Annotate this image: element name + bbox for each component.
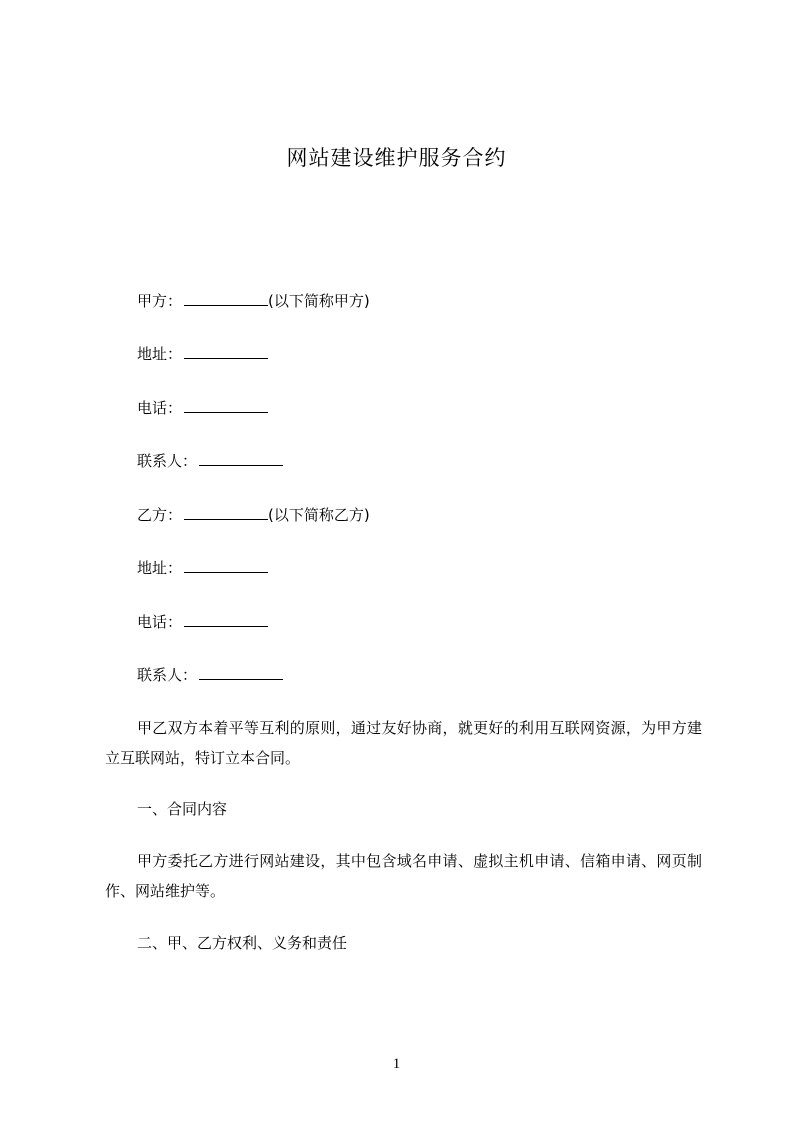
party-a-name-label: 甲方： <box>137 292 183 310</box>
party-a-phone-line <box>137 398 268 418</box>
party-b-contact-blank <box>199 665 283 680</box>
party-a-contact-label: 联系人： <box>137 452 198 470</box>
party-a-phone-blank <box>184 398 268 413</box>
party-b-name-line <box>137 505 370 525</box>
party-b-contact-line <box>137 665 283 685</box>
party-a-address-label: 地址： <box>137 345 183 363</box>
party-a-address-blank <box>184 344 268 359</box>
party-a-contact-blank <box>199 451 283 466</box>
section-1-paragraph: 甲方委托乙方进行网站建设，其中包含域名申请、虚拟主机申请、信箱申请、网页制作、网站维护等。 <box>105 852 702 900</box>
party-a-name-blank <box>184 291 268 306</box>
section-1-heading: 一、合同内容 <box>137 800 228 818</box>
page-number: 1 <box>392 1056 401 1072</box>
party-b-phone-label: 电话： <box>137 613 183 631</box>
party-b-name-label: 乙方： <box>137 506 183 524</box>
party-a-address-line <box>137 344 268 364</box>
party-b-address-line <box>137 558 268 578</box>
party-b-phone-line <box>137 612 268 632</box>
party-a-phone-label: 电话： <box>137 399 183 417</box>
intro-paragraph: 甲乙双方本着平等互利的原则，通过友好协商，就更好的利用互联网资源，为甲方建立互联网站，特订立本合同。 <box>105 719 702 767</box>
party-a-name-suffix: (以下简称甲方) <box>268 292 370 310</box>
party-b-name-suffix: (以下简称乙方) <box>268 506 370 524</box>
party-b-address-blank <box>184 558 268 573</box>
document-title: 网站建设维护服务合约 <box>286 146 507 170</box>
party-b-contact-label: 联系人： <box>137 666 198 684</box>
party-b-name-blank <box>184 505 268 520</box>
section-2-heading: 二、甲、乙方权利、义务和责任 <box>137 934 348 952</box>
party-b-address-label: 地址： <box>137 559 183 577</box>
party-b-phone-blank <box>184 612 268 627</box>
party-a-contact-line <box>137 451 283 471</box>
party-a-name-line <box>137 291 370 311</box>
